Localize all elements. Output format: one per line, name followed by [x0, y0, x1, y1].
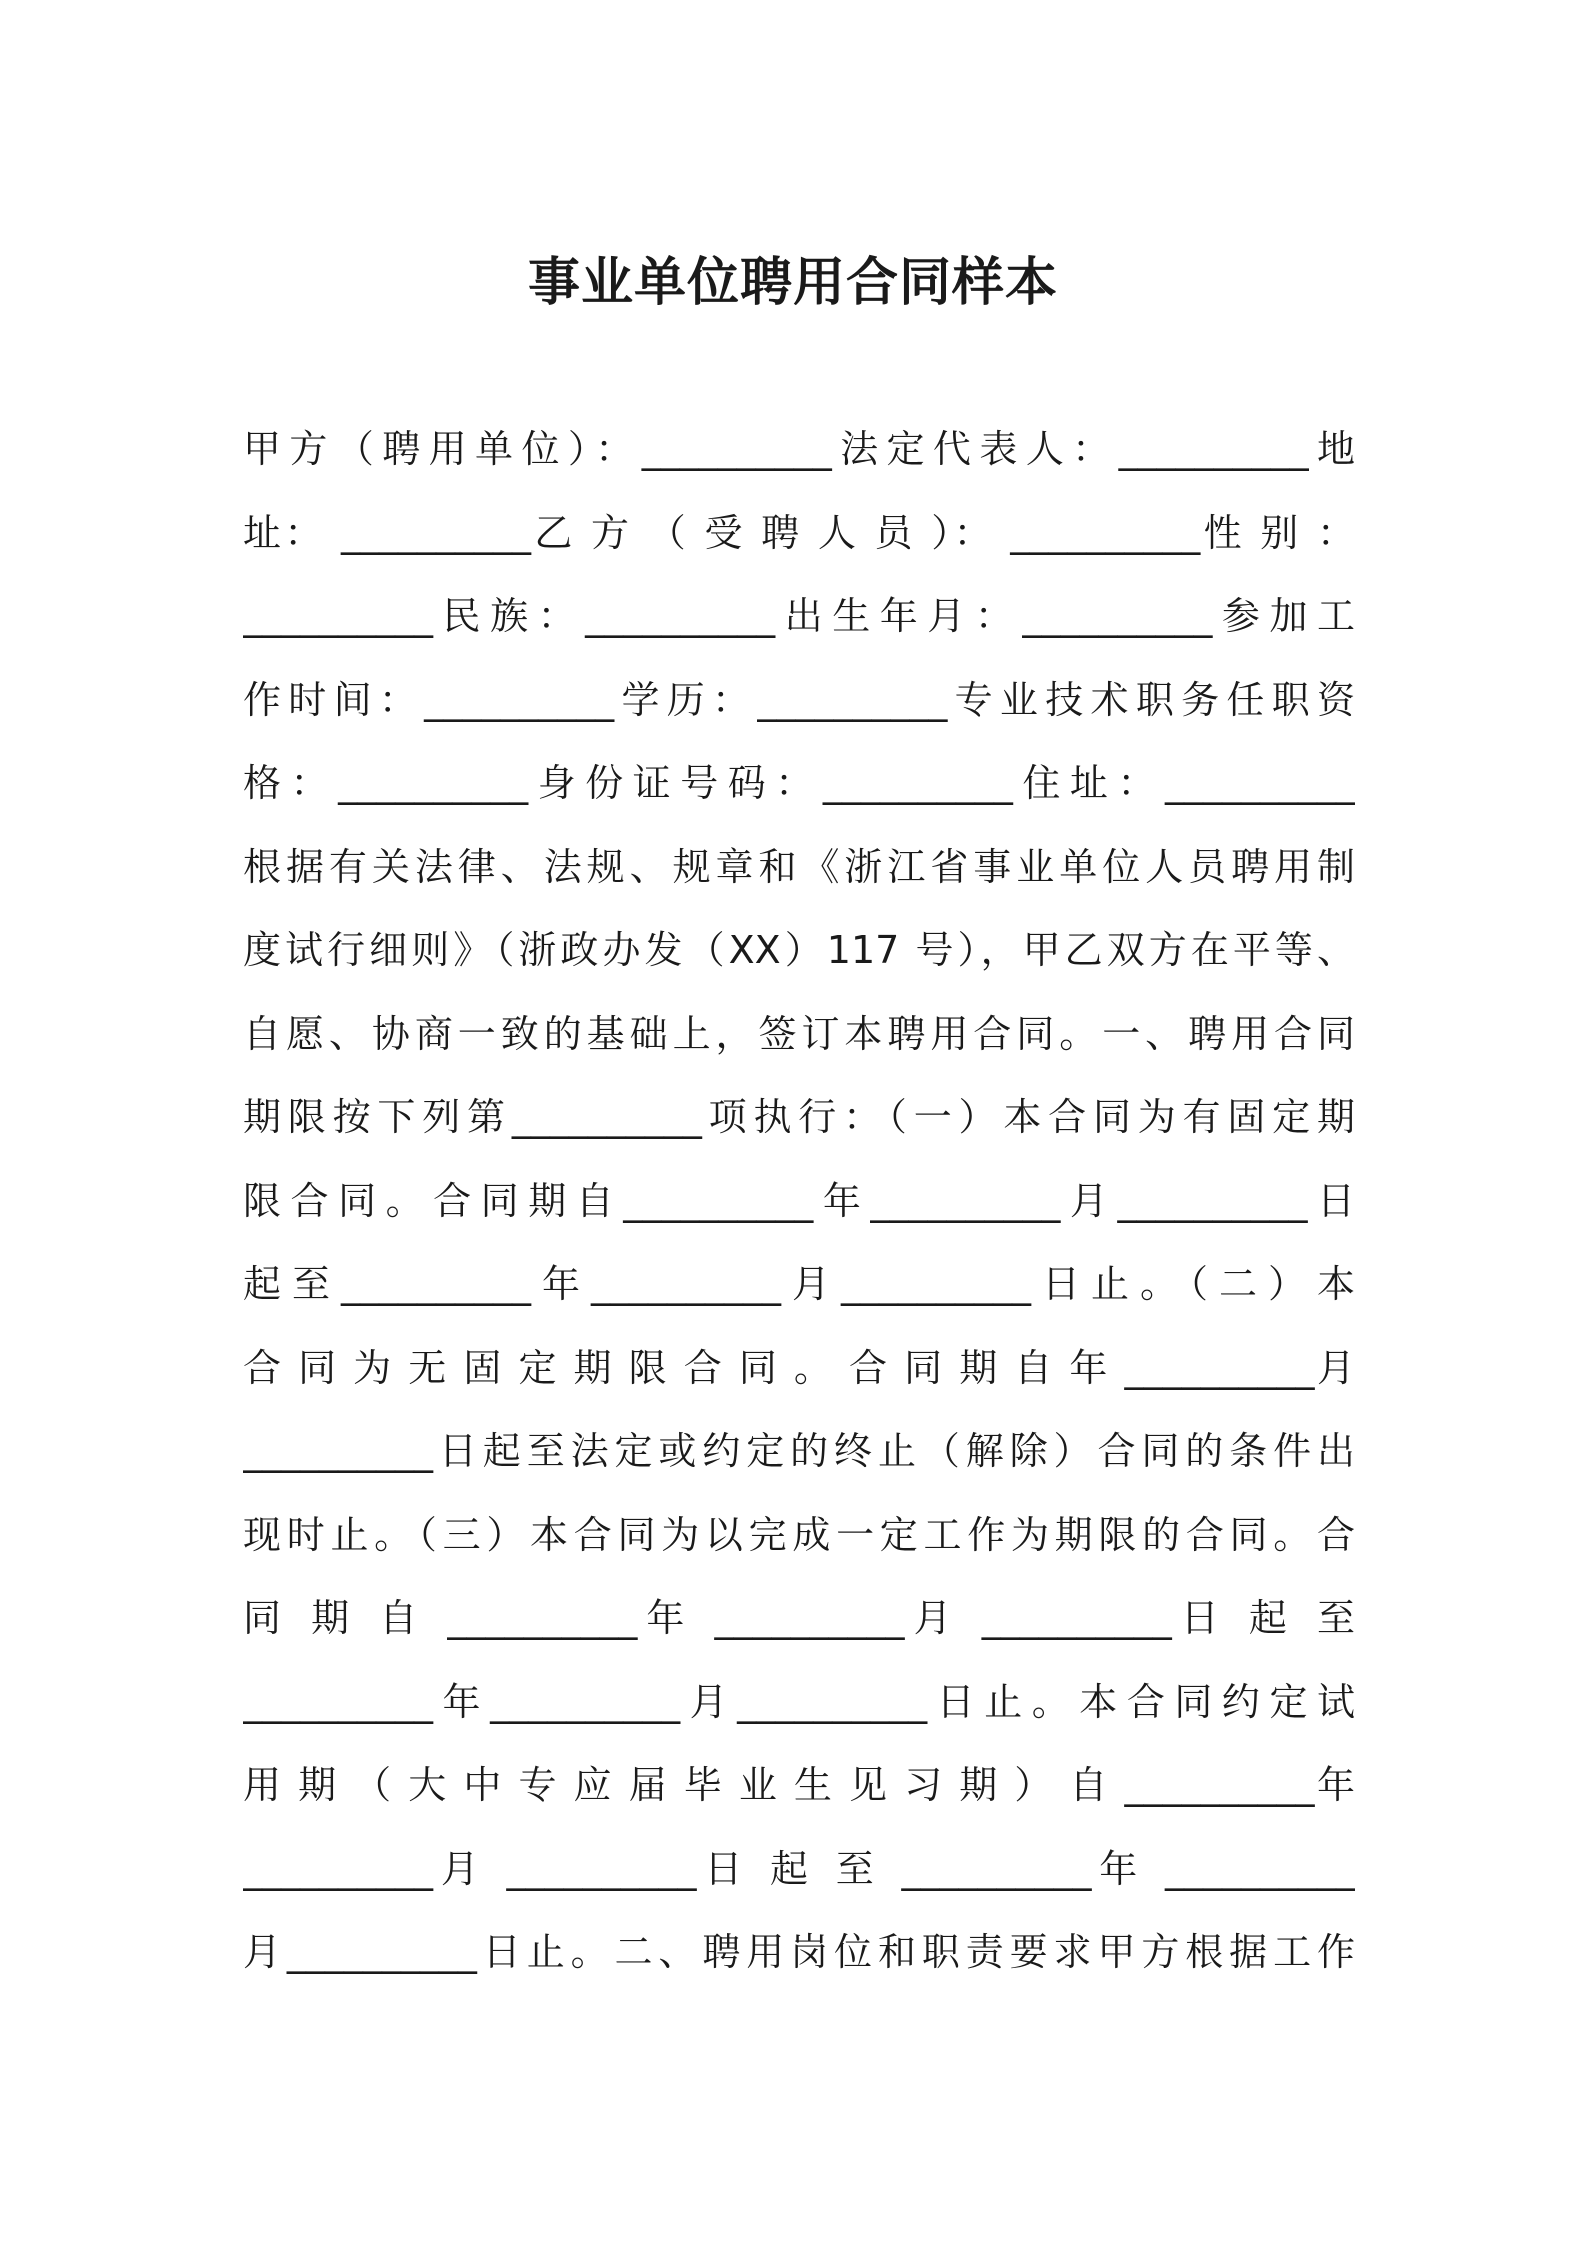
- body-line: 同 期 自 __________年 __________月 __________日 起 至: [243, 1596, 1355, 1640]
- body-line: __________年__________月__________日止。本合同约定试: [243, 1679, 1355, 1724]
- body-line: 作时间：__________学历：__________专业技术职务任职资: [243, 677, 1355, 722]
- body-line: __________日起至法定或约定的终止（解除）合同的条件出: [243, 1429, 1355, 1473]
- body-line: 限合同。合同期自__________年__________月__________日: [243, 1178, 1355, 1223]
- body-line: 甲方（聘用单位）：__________法定代表人：__________地: [243, 427, 1355, 471]
- body-line: 用 期 （ 大 中 专 应 届 毕 业 生 见 习 期 ） 自 __________年: [243, 1763, 1355, 1807]
- body-line: 月__________日止。二、聘用岗位和职责要求甲方根据工作: [243, 1930, 1355, 1974]
- body-line: 度试行细则》（浙政办发（XX）117 号），甲乙双方在平等、: [243, 928, 1355, 972]
- body-line: 合 同 为 无 固 定 期 限 合 同 。 合 同 期 自 年 __________月: [243, 1345, 1355, 1390]
- body-line: 址： __________乙 方 （ 受 聘 人 员 ）： __________性 别 ：: [243, 510, 1355, 555]
- body-line: 格：__________身份证号码：__________住址：__________: [243, 761, 1355, 805]
- document-body: [243, 408, 1355, 1995]
- document-title: 事业单位聘用合同样本: [527, 253, 1058, 313]
- body-line: __________月 __________日 起 至 __________年 __________: [243, 1846, 1355, 1891]
- body-line: 自愿、协商一致的基础上，签订本聘用合同。一、聘用合同: [243, 1011, 1355, 1056]
- body-line: __________民族：__________出生年月：__________参加工: [243, 594, 1355, 638]
- body-line: 根据有关法律、法规、规章和《浙江省事业单位人员聘用制: [243, 844, 1355, 889]
- body-line: 期限按下列第__________项执行：（一）本合同为有固定期: [243, 1095, 1355, 1139]
- body-line: 现时止。（三）本合同为以完成一定工作为期限的合同。合: [243, 1512, 1355, 1557]
- body-line: 起至__________年__________月__________日止。（二）本: [243, 1262, 1355, 1306]
